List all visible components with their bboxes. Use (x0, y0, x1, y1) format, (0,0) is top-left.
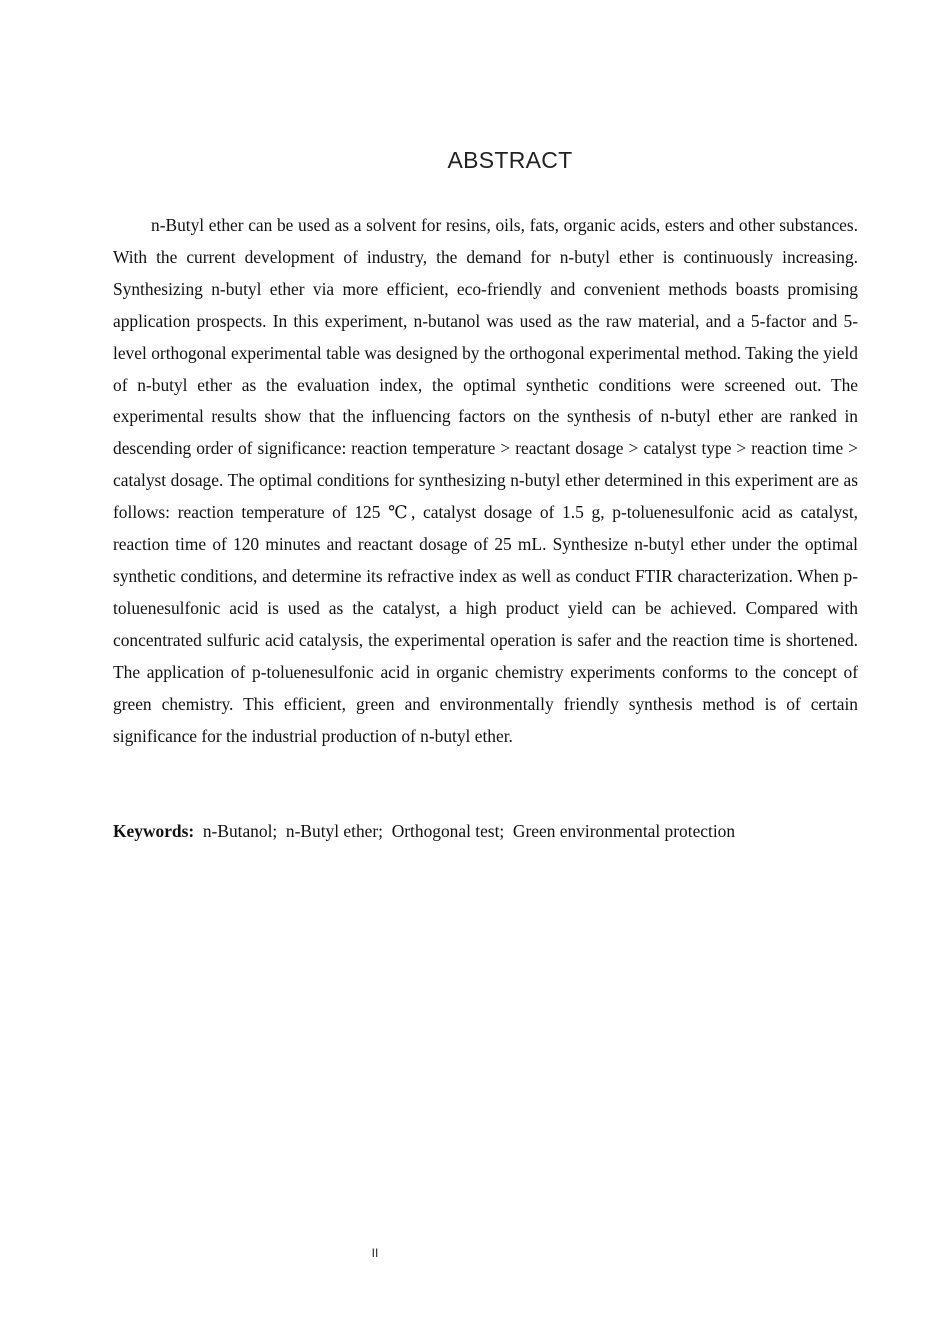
keywords-label: Keywords: (113, 821, 195, 841)
abstract-title: ABSTRACT (447, 147, 573, 173)
keywords-line (113, 816, 873, 848)
page-number: II (371, 1246, 379, 1260)
abstract-paragraph: n-Butyl ether can be used as a solvent for resins, oils, fats, organic acids, esters and other substances. With the current development of industry, the demand for n-butyl ether is continuously increasing. Synthesizing n-butyl ether via more efficient, eco-friendly and convenient methods boasts promising application prospects. In this experiment, n-butanol was used as the raw material, and a 5-factor and 5-level orthogonal experimental table was designed by the orthogonal experimental method. Taking the yield of n-butyl ether as the evaluation index, the optimal synthetic conditions were screened out. The experimental results show that the influencing factors on the synthesis of n-butyl ether are ranked in descending order of significance: reaction temperature > reactant dosage > catalyst type > reaction time > catalyst dosage. The optimal conditions for synthesizing n-butyl ether determined in this experiment are as follows: reaction temperature of 125 ℃, catalyst dosage of 1.5 g, p-toluenesulfonic acid as catalyst, reaction time of 120 minutes and reactant dosage of 25 mL. Synthesize n-butyl ether under the optimal synthetic conditions, and determine its refractive index as well as conduct FTIR characterization. When p-toluenesulfonic acid is used as the catalyst, a high product yield can be achieved. Compared with concentrated sulfuric acid catalysis, the experimental operation is safer and the reaction time is shortened. The application of p-toluenesulfonic acid in organic chemistry experiments conforms to the concept of green chemistry. This efficient, green and environmentally friendly synthesis method is of certain significance for the industrial production of n-butyl ether. (113, 215, 858, 746)
keywords-list: n-Butanol; n-Butyl ether; Orthogonal test; Green environmental protection (194, 821, 736, 841)
